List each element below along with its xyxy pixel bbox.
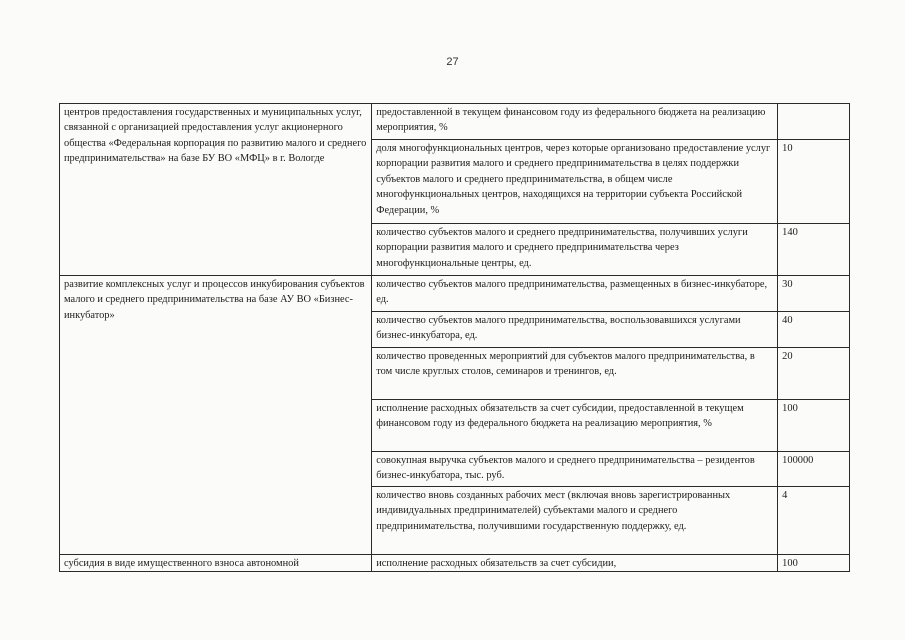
- event-cell: субсидия в виде имущественного взноса автономной: [60, 555, 372, 572]
- value-cell: 30: [778, 276, 850, 312]
- value-cell: 140: [778, 224, 850, 276]
- value-cell: 10: [778, 140, 850, 224]
- indicator-cell: количество вновь созданных рабочих мест (включая вновь зарегистрированных индивидуальных предпринимателей) субъектами малого и среднего предпринимательства, получившими государственную поддержку, ед.: [372, 487, 778, 555]
- value-cell: 20: [778, 348, 850, 400]
- table-row: [60, 104, 850, 140]
- indicator-cell: количество проведенных мероприятий для субъектов малого предпринимательства, в том числе круглых столов, семинаров и тренингов, ед.: [372, 348, 778, 400]
- value-cell: 40: [778, 312, 850, 348]
- indicator-cell: исполнение расходных обязательств за счет субсидии, предоставленной в текущем финансовом году из федерального бюджета на реализацию мероприятия, %: [372, 400, 778, 452]
- table-row: [60, 555, 850, 572]
- indicator-cell: предоставленной в текущем финансовом году из федерального бюджета на реализацию мероприятия, %: [372, 104, 778, 140]
- indicator-cell: совокупная выручка субъектов малого и среднего предпринимательства – резидентов бизнес-инкубатора, тыс. руб.: [372, 452, 778, 487]
- value-cell: 100000: [778, 452, 850, 487]
- table-row: [60, 276, 850, 312]
- value-cell: 100: [778, 400, 850, 452]
- value-cell: [778, 104, 850, 140]
- event-cell: развитие комплексных услуг и процессов инкубирования субъектов малого и среднего предпринимательства на базе АУ ВО «Бизнес-инкубатор»: [60, 276, 372, 555]
- value-cell: 4: [778, 487, 850, 555]
- indicator-cell: количество субъектов малого и среднего предпринимательства, получивших услуги корпорации развития малого и среднего предпринимательства через многофункциональные центры, ед.: [372, 224, 778, 276]
- indicator-cell: количество субъектов малого предпринимательства, размещенных в бизнес-инкубаторе, ед.: [372, 276, 778, 312]
- indicators-table: [59, 103, 850, 572]
- event-cell: центров предоставления государственных и муниципальных услуг, связанной с организацией предоставления услуг акционерного общества «Федеральная корпорация по развитию малого и среднего предпринимательства» на базе БУ ВО «МФЦ» в г. Вологде: [60, 104, 372, 276]
- value-cell: 100: [778, 555, 850, 572]
- indicator-cell: доля многофункциональных центров, через которые организовано предоставление услуг корпорации развития малого и среднего предпринимательства в целях поддержки субъектов малого и среднего предпринимательства, в общем числе многофункциональных центров, находящихся на территории субъекта Российской Федерации, %: [372, 140, 778, 224]
- page-number: 27: [446, 56, 459, 68]
- indicator-cell: количество субъектов малого предпринимательства, воспользовавшихся услугами бизнес-инкубатора, ед.: [372, 312, 778, 348]
- indicator-cell: исполнение расходных обязательств за счет субсидии,: [372, 555, 778, 572]
